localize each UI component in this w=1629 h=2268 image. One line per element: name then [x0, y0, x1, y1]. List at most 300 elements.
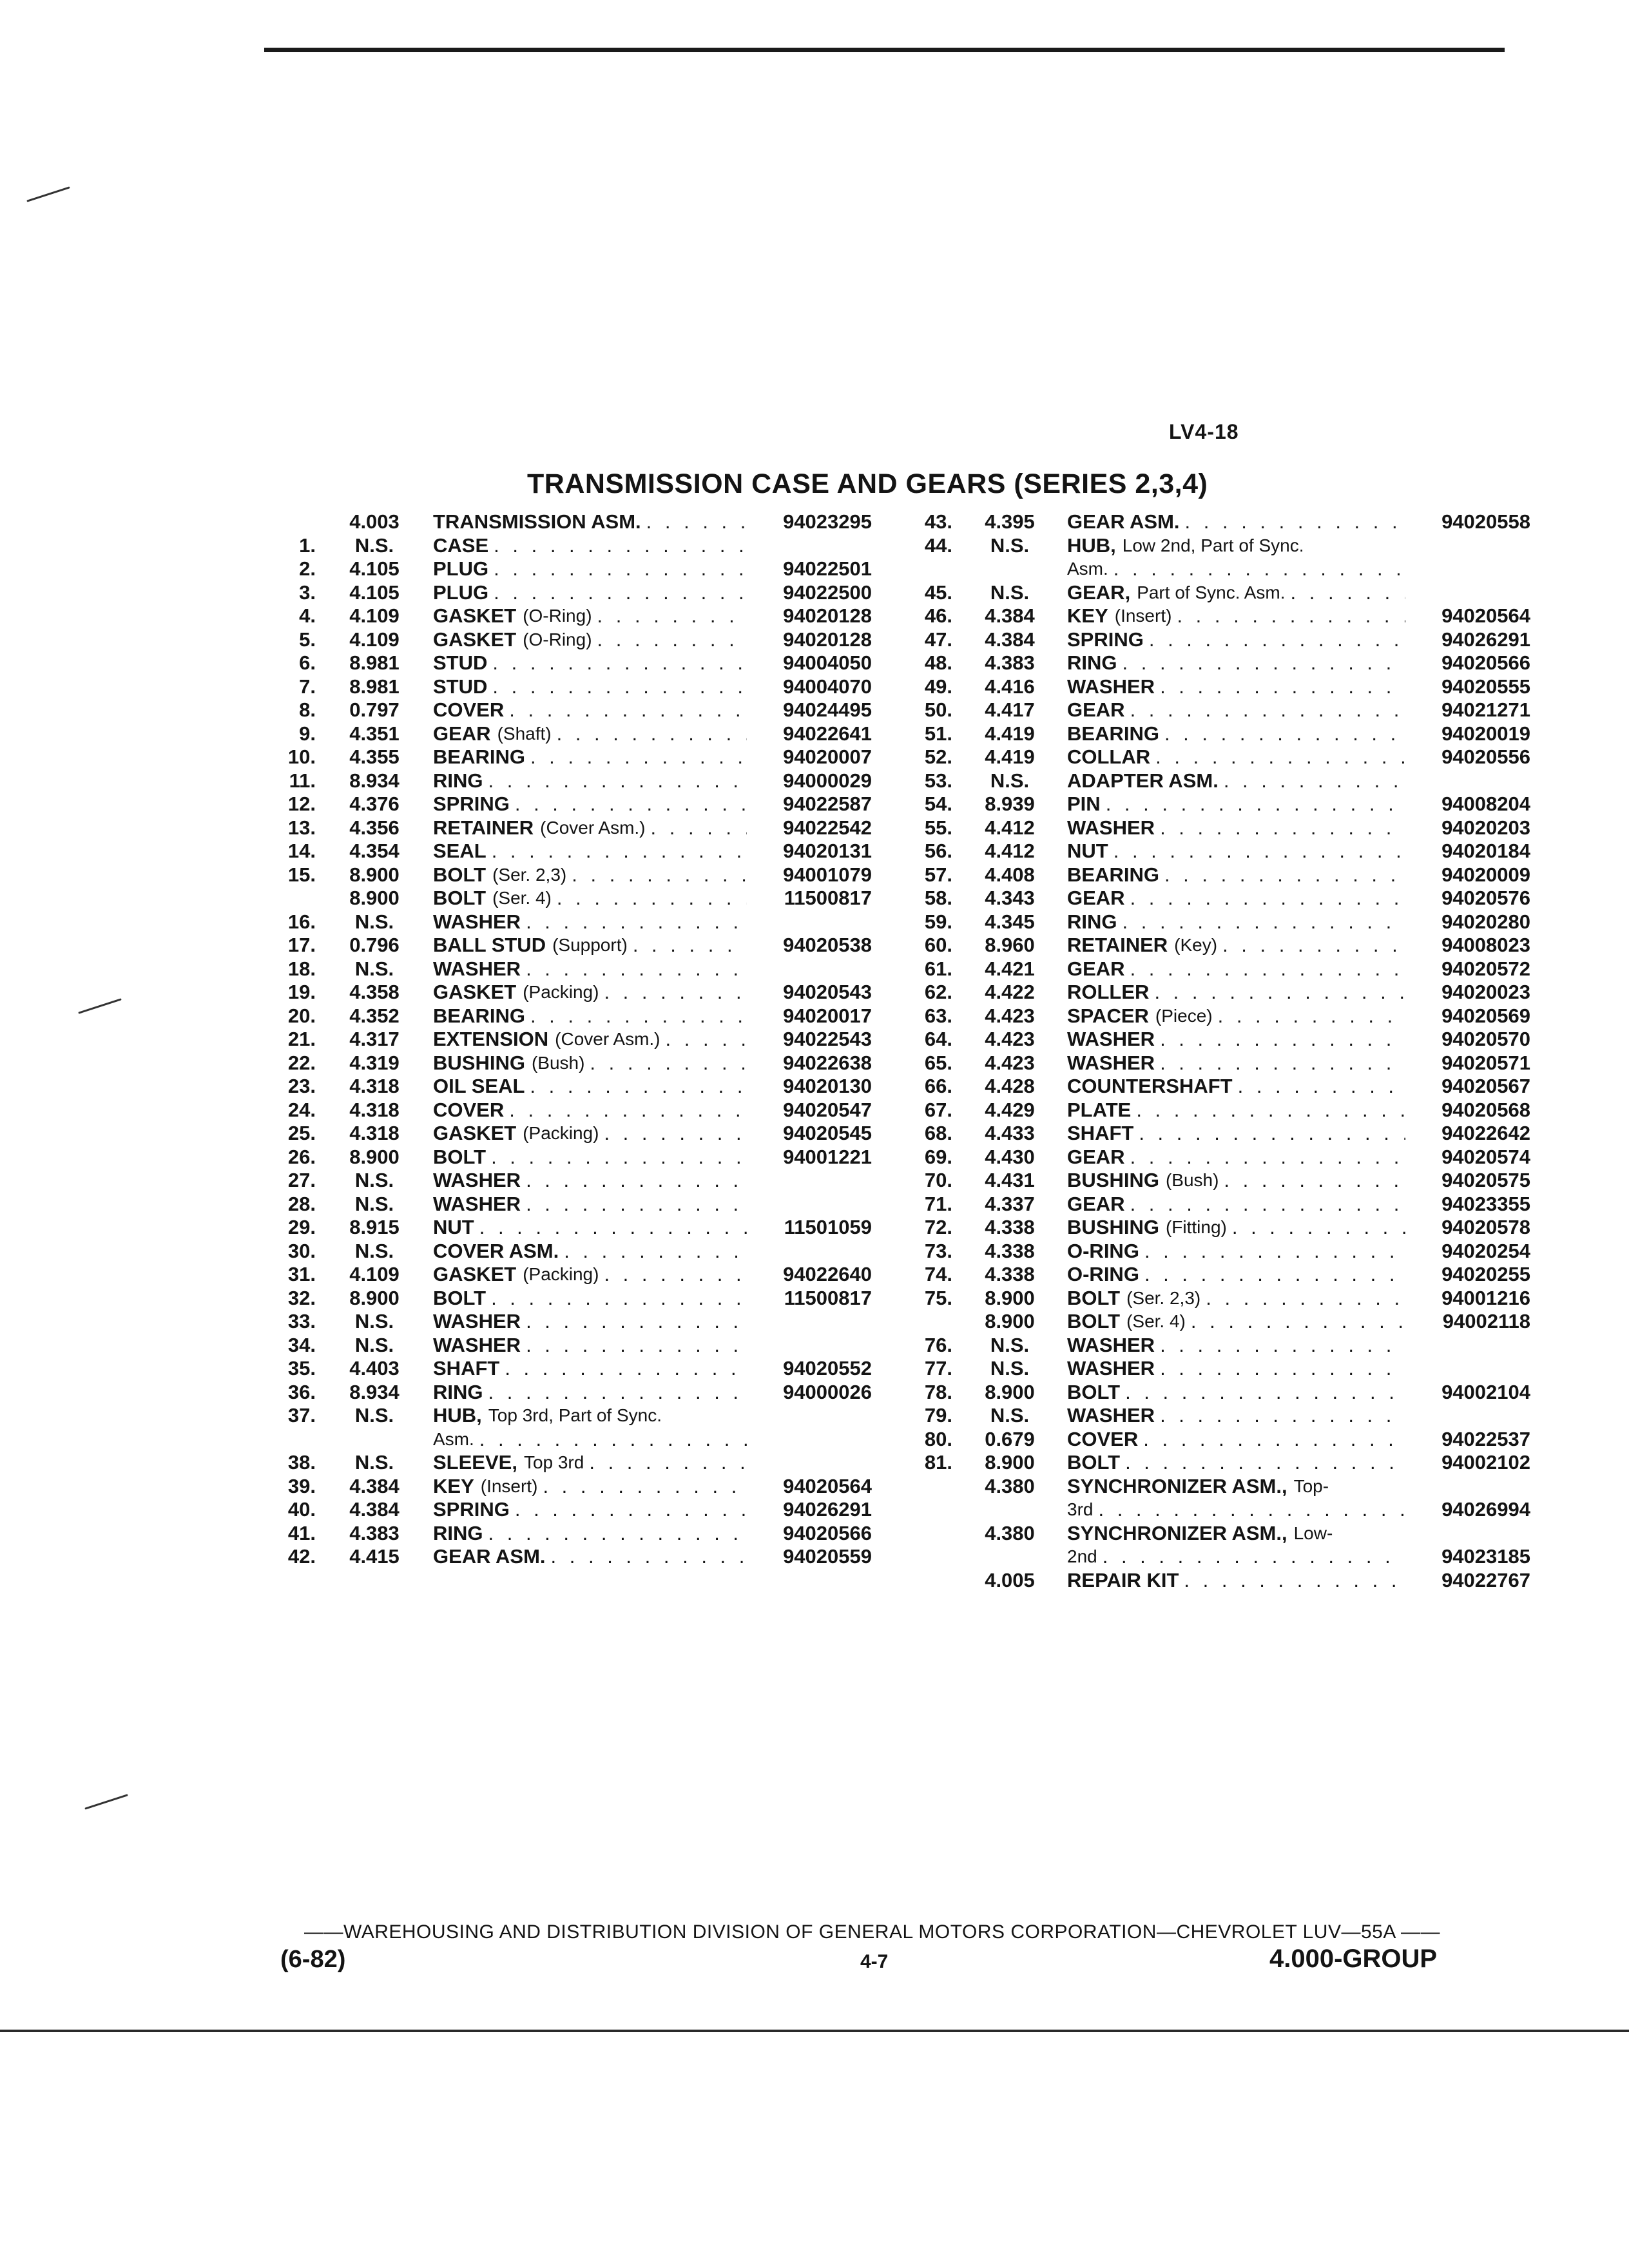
item-description: [1067, 675, 1530, 699]
dot-leader: [543, 1475, 747, 1499]
parts-row: [269, 1263, 872, 1287]
item-number: 10.: [287, 745, 316, 768]
item-name: COVER: [1067, 1427, 1139, 1450]
part-number: [749, 1334, 872, 1358]
item-number: 76.: [924, 1333, 952, 1356]
item-name: SYNCHRONIZER ASM.,: [1067, 1521, 1287, 1544]
dot-leader: [494, 557, 747, 581]
item-description: [433, 1522, 872, 1546]
item-number: 45.: [924, 581, 952, 604]
item-note: (Key): [1174, 935, 1218, 955]
item-name: PLATE: [1067, 1098, 1132, 1121]
dot-leader: [1160, 1357, 1405, 1381]
parts-row: [915, 1193, 1530, 1216]
item-description: [1067, 840, 1530, 863]
group-code: 8.915: [349, 1216, 400, 1238]
item-number: 71.: [924, 1192, 952, 1215]
footer-date: (6-82): [280, 1946, 346, 1973]
part-number: [1408, 769, 1530, 793]
group-code: 4.318: [349, 1098, 400, 1121]
group-code: N.S.: [354, 1239, 394, 1262]
item-description: [1067, 1075, 1530, 1099]
group-code: N.S.: [354, 1192, 394, 1215]
group-code: 4.352: [349, 1004, 400, 1027]
parts-row: [269, 1475, 872, 1499]
parts-row: [915, 1287, 1530, 1311]
item-number: 65.: [924, 1051, 952, 1074]
part-number: [1408, 1334, 1530, 1358]
dot-leader: [1130, 887, 1405, 910]
item-number: 48.: [924, 651, 952, 674]
dot-leader: [526, 1310, 747, 1334]
parts-row: [915, 1381, 1530, 1405]
dot-leader: [1125, 1451, 1405, 1475]
parts-row: [915, 1334, 1530, 1358]
item-number: 75.: [924, 1286, 952, 1309]
part-number: 94022640: [783, 1263, 872, 1285]
dot-leader: [633, 934, 747, 957]
item-number: 34.: [287, 1333, 316, 1356]
part-number: 94020568: [1441, 1098, 1530, 1121]
item-name: Asm.: [1067, 559, 1108, 579]
part-number: 94020019: [1441, 722, 1530, 745]
group-code: N.S.: [990, 533, 1030, 557]
dot-leader: [1206, 1287, 1405, 1311]
group-code: 4.429: [985, 1098, 1035, 1121]
parts-row: [915, 1475, 1530, 1499]
item-name: COLLAR: [1067, 745, 1151, 768]
group-code: 4.355: [349, 745, 400, 768]
parts-row: [269, 1028, 872, 1052]
parts-row: [269, 651, 872, 675]
item-note: (Packing): [523, 982, 599, 1002]
item-name: WASHER: [433, 1192, 521, 1215]
part-number: [1329, 1475, 1451, 1499]
part-number: 94026291: [783, 1498, 872, 1521]
part-number: 94020538: [783, 934, 872, 956]
item-name: STUD: [433, 651, 488, 674]
dot-leader: [1291, 581, 1406, 605]
group-code: N.S.: [990, 1357, 1030, 1379]
parts-row: [915, 628, 1530, 652]
item-number: 63.: [924, 1004, 952, 1027]
item-name: BALL STUD: [433, 934, 546, 956]
parts-row: [915, 1357, 1530, 1381]
group-code: 8.900: [985, 1380, 1035, 1403]
item-name: GEAR: [1067, 1145, 1125, 1168]
item-name: BEARING: [433, 745, 525, 768]
item-description: [1067, 1498, 1530, 1522]
item-description: [433, 934, 872, 957]
part-number: [1408, 557, 1530, 581]
group-code: 4.384: [349, 1498, 400, 1521]
item-number: 79.: [924, 1404, 952, 1427]
part-number: 94020574: [1441, 1145, 1530, 1168]
item-note: (Support): [552, 935, 628, 955]
dot-leader: [1143, 1428, 1405, 1452]
item-description: [1067, 863, 1530, 887]
dot-leader: [509, 1099, 747, 1122]
group-code: 8.900: [349, 1286, 400, 1309]
part-number: 94020575: [1441, 1169, 1530, 1191]
item-name: RING: [433, 1380, 483, 1403]
group-code: N.S.: [354, 1169, 394, 1191]
item-number: 41.: [287, 1521, 316, 1544]
item-note: (Packing): [523, 1123, 599, 1143]
item-description: [1067, 957, 1530, 981]
item-number: 56.: [924, 840, 952, 862]
item-number: 62.: [924, 981, 952, 1003]
group-code: 4.109: [349, 628, 400, 651]
dot-leader: [1113, 840, 1405, 863]
part-number: 94026291: [1441, 628, 1530, 651]
parts-row: [915, 698, 1530, 722]
parts-row: [915, 816, 1530, 840]
item-description: [433, 887, 872, 910]
item-number: 37.: [287, 1404, 316, 1427]
item-name: GEAR: [433, 722, 491, 745]
item-number: 22.: [287, 1051, 316, 1074]
group-code: 4.384: [985, 628, 1035, 651]
group-code: 4.380: [985, 1474, 1035, 1497]
item-name: NUT: [433, 1216, 474, 1238]
item-number: 8.: [299, 698, 316, 721]
dot-leader: [494, 534, 747, 558]
dot-leader: [572, 863, 747, 887]
item-name: O-RING: [1067, 1263, 1139, 1285]
group-code: 4.384: [349, 1474, 400, 1497]
item-number: 69.: [924, 1145, 952, 1168]
item-description: [433, 1193, 872, 1216]
parts-row: [915, 534, 1530, 558]
dot-leader: [1136, 1099, 1405, 1122]
item-note: (Fitting): [1165, 1217, 1227, 1237]
dot-leader: [1191, 1310, 1405, 1334]
dot-leader: [526, 910, 747, 934]
item-name: SPRING: [433, 1498, 510, 1521]
part-number: 94020556: [1441, 745, 1530, 768]
parts-row: [269, 1451, 872, 1475]
dot-leader: [479, 1216, 747, 1240]
item-number: 42.: [287, 1545, 316, 1568]
parts-row: [915, 581, 1530, 605]
item-description: [433, 557, 872, 581]
item-number: 9.: [299, 722, 316, 745]
item-name: KEY: [1067, 604, 1108, 627]
dot-leader: [1149, 628, 1405, 652]
item-description: [1067, 1545, 1530, 1569]
dot-leader: [597, 604, 747, 628]
item-name: COVER: [433, 698, 505, 721]
item-number: 59.: [924, 910, 952, 933]
group-code: 4.318: [349, 1075, 400, 1097]
parts-row: [915, 793, 1530, 816]
part-number: [749, 1169, 872, 1193]
item-description: [1067, 581, 1530, 605]
dot-leader: [505, 1357, 747, 1381]
part-number: 94020564: [1441, 604, 1530, 627]
parts-row: [269, 1334, 872, 1358]
group-code: 8.934: [349, 1380, 400, 1403]
dot-leader: [1184, 1569, 1405, 1593]
group-code: 4.423: [985, 1028, 1035, 1050]
group-code: 4.380: [985, 1521, 1035, 1544]
group-code: 4.003: [349, 510, 400, 533]
item-name: TRANSMISSION ASM.: [433, 510, 641, 533]
part-number: 94023355: [1441, 1192, 1530, 1215]
footer-group: 4.000-GROUP: [1269, 1945, 1438, 1973]
item-number: 20.: [287, 1004, 316, 1027]
group-code: 0.797: [349, 698, 400, 721]
item-number: 18.: [287, 957, 316, 980]
group-code: 8.900: [349, 887, 400, 909]
parts-row: [915, 863, 1530, 887]
item-number: 66.: [924, 1075, 952, 1097]
item-note: (Insert): [1114, 606, 1172, 626]
item-note: Part of Sync. Asm.: [1137, 582, 1286, 602]
dot-leader: [491, 1146, 747, 1169]
item-description: [1067, 1569, 1530, 1593]
part-number: 94022638: [783, 1051, 872, 1074]
dot-leader: [515, 793, 747, 816]
item-description: [433, 981, 872, 1004]
part-number: 94002104: [1441, 1380, 1530, 1403]
parts-row: [269, 1522, 872, 1546]
dot-leader: [530, 1075, 747, 1099]
item-name: EXTENSION: [433, 1028, 549, 1050]
part-number: 94004050: [783, 651, 872, 674]
item-name: GEAR: [1067, 698, 1125, 721]
part-number: [749, 1310, 872, 1334]
item-number: 54.: [924, 793, 952, 815]
group-code: 4.356: [349, 816, 400, 839]
item-name: BUSHING: [1067, 1216, 1159, 1238]
dot-leader: [1098, 1498, 1405, 1522]
dot-leader: [1238, 1075, 1405, 1099]
part-number: 94022587: [783, 793, 872, 815]
group-code: 4.338: [985, 1239, 1035, 1262]
dot-leader: [526, 957, 747, 981]
item-description: [433, 1122, 872, 1146]
item-description: [433, 1381, 872, 1405]
item-description: [433, 1428, 872, 1452]
item-description: [1067, 1028, 1530, 1052]
item-description: [1067, 1334, 1530, 1358]
part-number: 94024495: [783, 698, 872, 721]
item-description: [1067, 1263, 1530, 1287]
item-name: GEAR ASM.: [433, 1545, 546, 1568]
item-name: WASHER: [433, 957, 521, 980]
parts-row: [269, 957, 872, 981]
group-code: 8.939: [985, 793, 1035, 815]
group-code: 8.900: [985, 1451, 1035, 1474]
item-number: 40.: [287, 1498, 316, 1521]
parts-row: [915, 510, 1530, 534]
item-number: 31.: [287, 1263, 316, 1285]
item-number: 47.: [924, 628, 952, 651]
footer-publisher-line: ——WAREHOUSING AND DISTRIBUTION DIVISION OF GENERAL MOTORS CORPORATION—CHEVROLET LUV—55A ——: [304, 1921, 1441, 1943]
item-name: BEARING: [1067, 722, 1159, 745]
group-code: 4.383: [349, 1521, 400, 1544]
dot-leader: [1123, 910, 1406, 934]
item-description: [1067, 1357, 1530, 1381]
item-name: HUB,: [433, 1404, 482, 1427]
item-description: [433, 793, 872, 816]
item-number: 51.: [924, 722, 952, 745]
item-number: 80.: [924, 1427, 952, 1450]
item-name: SLEEVE,: [433, 1451, 517, 1474]
parts-row: [915, 1004, 1530, 1028]
item-number: 3.: [299, 581, 316, 604]
item-number: 27.: [287, 1169, 316, 1191]
part-number: 94020569: [1441, 1004, 1530, 1027]
item-description: [1067, 769, 1530, 793]
part-number: 94020007: [783, 745, 872, 768]
parts-row: [269, 769, 872, 793]
item-name: BOLT: [1067, 1310, 1121, 1332]
item-description: [433, 1310, 872, 1334]
part-number: 94020567: [1441, 1075, 1530, 1097]
parts-list-right: [915, 510, 1530, 1592]
dot-leader: [1123, 651, 1406, 675]
item-description: [1067, 1475, 1530, 1499]
dot-leader: [1218, 1004, 1405, 1028]
parts-row: [269, 1381, 872, 1405]
dot-leader: [526, 1334, 747, 1358]
item-number: 72.: [924, 1216, 952, 1238]
item-name: BUSHING: [1067, 1169, 1159, 1191]
parts-row: [915, 651, 1530, 675]
item-description: [1067, 557, 1530, 581]
dot-leader: [1160, 1334, 1405, 1358]
item-description: [1067, 793, 1530, 816]
part-number: 94020017: [783, 1004, 872, 1027]
item-number: 19.: [287, 981, 316, 1003]
group-code: 4.416: [985, 675, 1035, 698]
item-description: [433, 581, 872, 605]
group-code: N.S.: [354, 957, 394, 980]
item-name: SPRING: [433, 793, 510, 815]
item-description: [433, 1028, 872, 1052]
item-name: BOLT: [433, 863, 487, 886]
group-code: N.S.: [354, 1333, 394, 1356]
part-number: 94020254: [1441, 1239, 1530, 1262]
item-note: (Ser. 2,3): [492, 864, 567, 885]
scan-mark: [26, 186, 70, 202]
item-name: BOLT: [433, 887, 487, 909]
item-description: [433, 722, 872, 746]
group-code: 4.417: [985, 698, 1035, 721]
dot-leader: [557, 887, 747, 910]
item-note: (Shaft): [497, 723, 552, 744]
item-description: [1067, 816, 1530, 840]
part-number: [1304, 534, 1427, 558]
parts-row: [269, 863, 872, 887]
item-number: 81.: [924, 1451, 952, 1474]
group-code: 8.981: [349, 675, 400, 698]
item-description: [433, 745, 872, 769]
parts-row: [915, 1451, 1530, 1475]
item-name: GEAR: [1067, 957, 1125, 980]
group-code: 4.338: [985, 1263, 1035, 1285]
dot-leader: [589, 1451, 747, 1475]
item-description: [1067, 910, 1530, 934]
item-note: (Cover Asm.): [540, 817, 646, 838]
item-number: 50.: [924, 698, 952, 721]
dot-leader: [488, 769, 747, 793]
item-name: WASHER: [433, 1310, 521, 1332]
parts-row: [269, 1310, 872, 1334]
item-number: 11.: [289, 769, 316, 792]
dot-leader: [1155, 745, 1405, 769]
item-name: STUD: [433, 675, 488, 698]
dot-leader: [1232, 1216, 1405, 1240]
item-name: GASKET: [433, 628, 517, 651]
item-name: GASKET: [433, 1263, 517, 1285]
dot-leader: [1144, 1240, 1405, 1264]
dot-leader: [530, 745, 747, 769]
group-code: 4.423: [985, 1004, 1035, 1027]
item-note: Low 2nd, Part of Sync.: [1122, 535, 1304, 555]
item-number: 68.: [924, 1122, 952, 1144]
item-name: RING: [433, 1521, 483, 1544]
item-description: [1067, 981, 1530, 1004]
item-name: BOLT: [1067, 1380, 1121, 1403]
parts-row: [915, 1428, 1530, 1452]
item-note: (Bush): [1165, 1170, 1219, 1190]
group-code: 4.395: [985, 510, 1035, 533]
group-code: 4.109: [349, 604, 400, 627]
parts-row: [269, 840, 872, 863]
parts-row: [269, 745, 872, 769]
dot-leader: [666, 1028, 747, 1052]
item-number: 70.: [924, 1169, 952, 1191]
item-name: KEY: [433, 1474, 474, 1497]
item-description: [433, 1451, 872, 1475]
part-number: 94020578: [1441, 1216, 1530, 1238]
item-description: [1067, 1146, 1530, 1169]
group-code: N.S.: [990, 581, 1030, 604]
dot-leader: [1160, 1028, 1405, 1052]
part-number: 94002102: [1441, 1451, 1530, 1474]
part-number: 94020547: [783, 1098, 872, 1121]
item-number: 4.: [299, 604, 316, 627]
dot-leader: [530, 1004, 747, 1028]
page-title: TRANSMISSION CASE AND GEARS (SERIES 2,3,4): [527, 468, 1208, 499]
item-name: BOLT: [1067, 1286, 1121, 1309]
parts-row: [915, 1146, 1530, 1169]
item-number: 25.: [287, 1122, 316, 1144]
part-number: 94022501: [783, 557, 872, 580]
item-description: [433, 1052, 872, 1075]
item-description: [433, 957, 872, 981]
parts-row: [915, 1545, 1530, 1569]
item-description: [1067, 510, 1530, 534]
item-description: [433, 840, 872, 863]
part-number: 94004070: [783, 675, 872, 698]
item-description: [433, 1357, 872, 1381]
group-code: 4.005: [985, 1568, 1035, 1591]
item-name: SEAL: [433, 840, 487, 862]
scan-mark: [84, 1794, 128, 1809]
part-number: [749, 1193, 872, 1216]
part-number: 94001221: [783, 1145, 872, 1168]
dot-leader: [492, 840, 747, 863]
item-note: Top 3rd, Part of Sync.: [488, 1405, 662, 1425]
item-description: [1067, 1004, 1530, 1028]
item-description: [433, 510, 872, 534]
part-number: [1333, 1522, 1455, 1546]
